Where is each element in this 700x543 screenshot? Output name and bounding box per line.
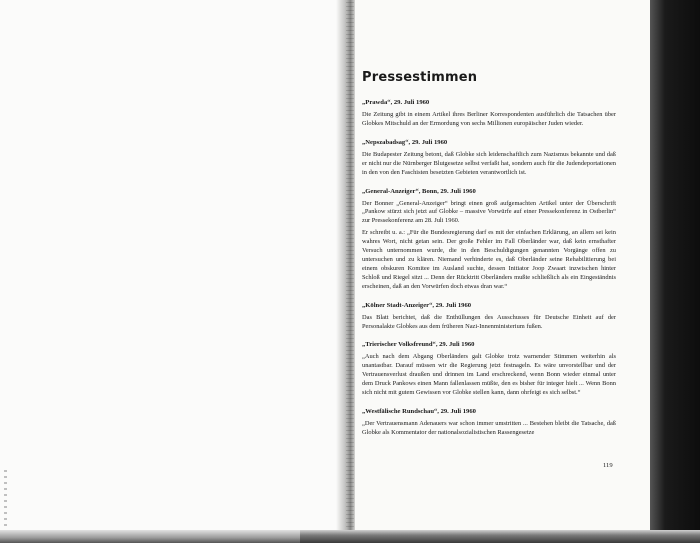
page-content <box>362 70 616 448</box>
press-entry-prawda <box>362 99 616 129</box>
press-entry-trierischer-volksfreund <box>362 341 616 398</box>
entry-paragraph: Die Budapester Zeitung betont, daß Globke sich leidenschaftlich zum Nazismus bekannte und daß er nicht nur die Nürnberger Blutgesetze selbst verfaßt hat, sondern auch für die Judendeportationen in den von den Faschisten besetzten Gebieten verantwortlich ist. <box>362 150 616 176</box>
entry-title: „General-Anzeiger“, Bonn, 29. Juli 1960 <box>362 187 476 195</box>
entry-paragraph: Er schreibt u. a.: „Für die Bundesregierung darf es mit der einfachen Erklärung, an allem sei kein wahres Wort, nicht getan sein. Der große Fehler im Fall Oberländer war, daß kein ernsthafter Versuch unternommen wurde, die in den Beschuldigungen genannten Vorgänge offen zu untersuchen und zu klären. Niemand verhinderte es, daß Oberländer seine Rehabilitierung bei einem obskuren Komitee im Ausland suchte, dessen Initiator Joop Zwaart inzwischen hinter Schloß und Riegel sitzt ... Denn der Rücktritt Oberländers mußte schließlich als ein Eingeständnis erscheinen, daß an den Vorwürfen doch etwas dran war.“ <box>362 229 616 290</box>
scan-bottom-border-left <box>0 530 300 543</box>
press-entry-nepszabadsag <box>362 139 616 178</box>
entry-title: „Kölner Stadt-Anzeiger“, 29. Juli 1960 <box>362 301 472 309</box>
entry-title: „Prawda“, 29. Juli 1960 <box>362 99 430 106</box>
entry-paragraph: Der Bonner „General-Anzeiger“ bringt einen groß aufgemachten Artikel unter der Überschrift „Pankow stürzt sich jetzt auf Globke – massive Vorwürfe auf einer Pressekonferenz in Ostberlin“ zur Pressekonferenz am 28. Juli 1960. <box>362 199 616 225</box>
entry-paragraph: Das Blatt berichtet, daß die Enthüllungen des Ausschusses für Deutsche Einheit auf der Personalakte Globkes aus dem früheren Nazi-Innenministerium fußen. <box>362 313 616 330</box>
entry-title: „Trierischer Volksfreund“, 29. Juli 1960 <box>362 341 475 349</box>
scan-dark-border <box>650 0 700 543</box>
page-number: 119 <box>603 462 613 469</box>
page-heading: Pressestimmen <box>362 70 478 85</box>
entry-paragraph: „Auch nach dem Abgang Oberländers galt Globke trotz warnender Stimmen weiterhin als unantastbar. Darauf müssen wir die Regierung jetzt festnageln. Es wäre unvorstellbar und der Vertrauensverlust draußen und drinnen im Land erschreckend, wenn Bonn wieder einmal unter dem Druck Pankows einen Mann fallenlassen müßte, den es bisher für integer hielt ... Wenn Bonn sich nicht mit gutem Gewissen vor Globke stellen kann, dann ohrfeigt es sich selbst.“ <box>362 353 616 397</box>
press-entry-koelner-stadt-anzeiger <box>362 302 616 332</box>
scan-edge-marks <box>4 470 7 530</box>
press-entry-general-anzeiger <box>362 188 616 292</box>
left-page <box>0 0 345 543</box>
entry-title: „Westfälische Rundschau“, 29. Juli 1960 <box>362 407 476 415</box>
spine-scan-noise <box>346 0 354 543</box>
entry-paragraph: Die Zeitung gibt in einem Artikel ihres Berliner Korrespondenten ausführlich die Tatsachen über Globkes Mitschuld an der Ermordung von sechs Millionen europäischer Juden wieder. <box>362 111 616 127</box>
press-entry-westfaelische-rundschau <box>362 408 616 438</box>
entry-title: „Nepszabadsag“, 29. Juli 1960 <box>362 138 448 146</box>
entry-paragraph: „Der Vertrauensmann Adenauers war schon immer umstritten ... Bestehen bleibt die Tatsache, daß Globke als Kommentator der nationalsozialistischen Rassengesetze <box>362 419 616 436</box>
